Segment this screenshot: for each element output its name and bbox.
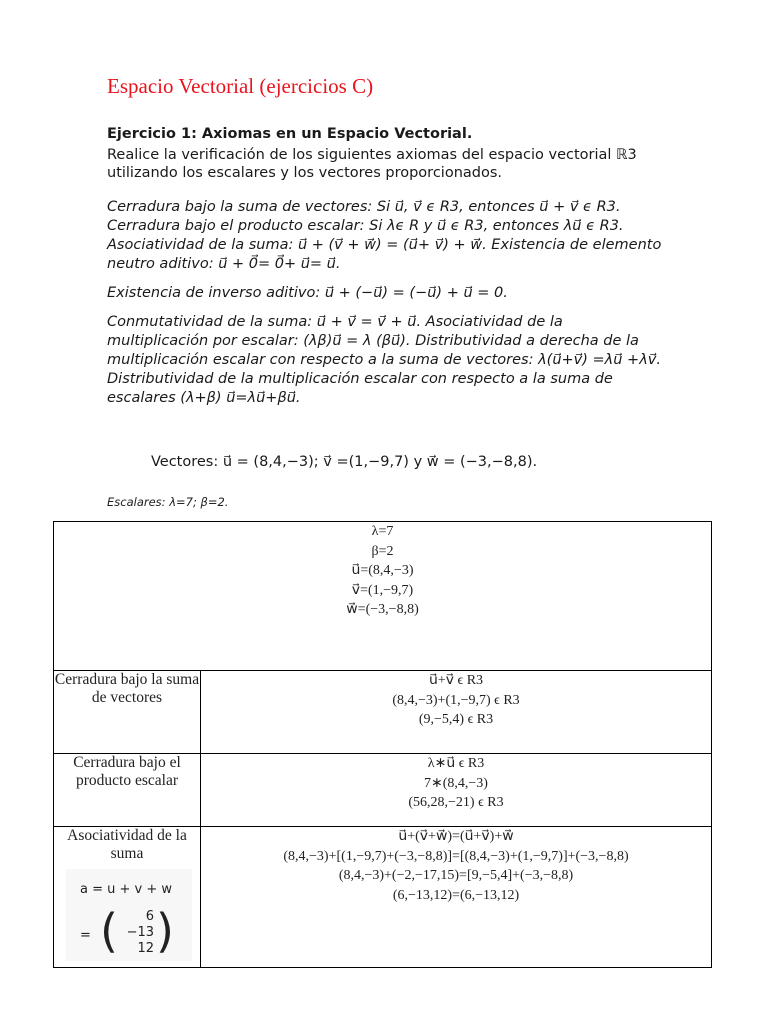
axioms-block xyxy=(107,198,667,418)
math-line: (9,−5,4) ϵ R3 xyxy=(418,712,494,727)
given-v: v⃗=(1,−9,7) xyxy=(351,582,414,598)
row-label: Cerradura bajo la suma de vectores xyxy=(54,671,201,754)
matrix-column xyxy=(116,909,154,957)
solution-table xyxy=(53,521,712,968)
exercise-heading: Ejercicio 1: Axiomas en un Espacio Vectorial. xyxy=(107,126,473,142)
row-label-cell xyxy=(54,827,201,968)
matrix-entry: −13 xyxy=(126,925,154,940)
math-line: (56,28,−21) ϵ R3 xyxy=(408,795,504,810)
axioms-paragraph-2: Existencia de inverso aditivo: u⃗ + (−u⃗) = (−u⃗) + u⃗ = 0. xyxy=(107,285,508,301)
given-w: w⃗=(−3,−8,8) xyxy=(346,602,419,617)
math-line: u⃗+(v⃗+w⃗)=(u⃗+v⃗)+w⃗ xyxy=(398,829,514,844)
givens-cell xyxy=(54,522,712,671)
matrix-screenshot xyxy=(66,869,192,961)
math-line: λ∗u⃗ ϵ R3 xyxy=(427,756,485,771)
math-line: (6,−13,12)=(6,−13,12) xyxy=(392,887,520,903)
matrix-lhs: a = u + v + w xyxy=(80,882,173,897)
axioms-paragraph-3: Conmutatividad de la suma: u⃗ + v⃗ = v⃗ + u⃗. Asociatividad de la multiplicación por escalar: (λβ)u⃗ = λ (βu⃗). Distributividad a derecha de la multiplicación escalar con respecto a la suma de vectores: λ(u⃗+v⃗) =λu⃗ +λv⃗. Distributividad de la multiplicación escalar con respecto a la suma de escalares (λ+β) u⃗=λu⃗+βu⃗. xyxy=(107,314,661,406)
vectors-line: Vectores: u⃗ = (8,4,−3); v⃗ =(1,−9,7) y w⃗ = (−3,−8,8). xyxy=(151,454,538,470)
math-line: u⃗+v⃗ ϵ R3 xyxy=(428,673,484,688)
math-line: (8,4,−3)+(1,−9,7) ϵ R3 xyxy=(392,692,520,708)
document-title: Espacio Vectorial (ejercicios C) xyxy=(107,74,374,98)
axioms-paragraph-1: Cerradura bajo la suma de vectores: Si u⃗, v⃗ ϵ R3, entonces u⃗ + v⃗ ϵ R3. Cerradura bajo el producto escalar: Si λϵ R y u⃗ ϵ R3, entonces λu⃗ ϵ R3. Asociatividad de la suma: u⃗ + (v⃗ + w⃗) = (u⃗+ v⃗) + w⃗. Existencia de elemento neutro aditivo: u⃗ + 0⃗= 0⃗+ u⃗= u⃗. xyxy=(107,199,662,272)
row-label: Asociatividad de la suma xyxy=(67,827,187,862)
matrix-equals: = xyxy=(80,928,91,943)
table-row xyxy=(54,754,712,827)
row-math xyxy=(201,827,712,968)
math-line: 7∗(8,4,−3) xyxy=(424,775,488,791)
math-line: (8,4,−3)+[(1,−9,7)+(−3,−8,8)]=[(8,4,−3)+(1,−9,7)]+(−3,−8,8) xyxy=(283,848,629,864)
table-row xyxy=(54,671,712,754)
exercise-intro: Realice la verificación de los siguientes axiomas del espacio vectorial ℝ3 utilizando los escalares y los vectores proporcionados. xyxy=(107,147,637,181)
right-paren-icon: ) xyxy=(156,904,174,958)
given-beta: β=2 xyxy=(371,543,394,559)
matrix-entry: 6 xyxy=(145,909,154,924)
given-u: u⃗=(8,4,−3) xyxy=(351,563,414,578)
row-math xyxy=(201,754,712,827)
matrix-entry: 12 xyxy=(137,941,154,956)
math-line: (8,4,−3)+(−2,−17,15)=[9,−5,4]+(−3,−8,8) xyxy=(338,868,574,883)
table-row xyxy=(54,522,712,671)
row-label: Cerradura bajo el producto escalar xyxy=(54,754,201,827)
table-row xyxy=(54,827,712,968)
scalars-line: Escalares: λ=7; β=2. xyxy=(107,495,229,509)
row-math xyxy=(201,671,712,754)
given-lambda: λ=7 xyxy=(371,524,394,539)
left-paren-icon: ( xyxy=(100,904,118,958)
